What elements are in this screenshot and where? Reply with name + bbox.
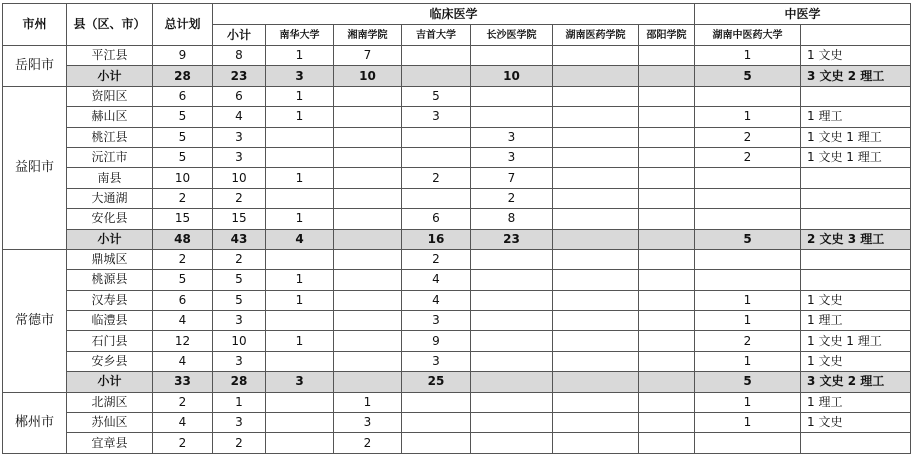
changsha-cell: 7	[471, 168, 553, 188]
total-cell: 2	[153, 188, 213, 208]
table-body	[3, 46, 911, 454]
shaoyang-cell	[639, 66, 695, 86]
total-cell: 33	[153, 372, 213, 392]
tcm-note-cell: 1 文史 1 理工	[801, 147, 911, 167]
hunan-medical-cell	[553, 433, 639, 453]
xiangnan-cell	[334, 127, 402, 147]
jishou-cell	[402, 66, 471, 86]
changsha-cell: 2	[471, 188, 553, 208]
county-cell: 石门县	[67, 331, 153, 351]
county-cell: 苏仙区	[67, 413, 153, 433]
jishou-cell: 3	[402, 351, 471, 371]
header-hunan-tcm: 湖南中医药大学	[695, 25, 801, 46]
tcm-note-cell: 1 文史 1 理工	[801, 127, 911, 147]
table-row	[3, 127, 911, 147]
clinical-subtotal-cell: 3	[213, 147, 266, 167]
shaoyang-cell	[639, 229, 695, 249]
subtotal-row	[3, 229, 911, 249]
clinical-subtotal-cell: 2	[213, 249, 266, 269]
hunan-tcm-cell: 1	[695, 107, 801, 127]
city-cell: 益阳市	[3, 86, 67, 249]
clinical-subtotal-cell: 3	[213, 311, 266, 331]
changsha-cell: 10	[471, 66, 553, 86]
clinical-subtotal-cell: 1	[213, 392, 266, 412]
shaoyang-cell	[639, 127, 695, 147]
changsha-cell	[471, 372, 553, 392]
table-row	[3, 290, 911, 310]
hunan-tcm-cell: 1	[695, 413, 801, 433]
tcm-note-cell: 3 文史 2 理工	[801, 66, 911, 86]
clinical-subtotal-cell: 43	[213, 229, 266, 249]
clinical-subtotal-cell: 4	[213, 107, 266, 127]
shaoyang-cell	[639, 249, 695, 269]
nanhua-cell: 3	[266, 66, 334, 86]
header-hunan-medical: 湖南医药学院	[553, 25, 639, 46]
hunan-medical-cell	[553, 351, 639, 371]
header-city: 市州	[3, 4, 67, 46]
clinical-subtotal-cell: 6	[213, 86, 266, 106]
total-cell: 4	[153, 311, 213, 331]
xiangnan-cell	[334, 86, 402, 106]
total-cell: 6	[153, 86, 213, 106]
hunan-tcm-cell	[695, 270, 801, 290]
tcm-note-cell: 1 文史	[801, 46, 911, 66]
tcm-note-cell	[801, 249, 911, 269]
jishou-cell: 3	[402, 311, 471, 331]
jishou-cell: 3	[402, 107, 471, 127]
changsha-cell	[471, 331, 553, 351]
jishou-cell	[402, 433, 471, 453]
header-jishou: 吉首大学	[402, 25, 471, 46]
nanhua-cell	[266, 413, 334, 433]
xiangnan-cell	[334, 249, 402, 269]
county-cell: 小计	[67, 229, 153, 249]
xiangnan-cell	[334, 168, 402, 188]
total-cell: 15	[153, 209, 213, 229]
tcm-note-cell	[801, 270, 911, 290]
shaoyang-cell	[639, 433, 695, 453]
total-cell: 9	[153, 46, 213, 66]
county-cell: 安化县	[67, 209, 153, 229]
shaoyang-cell	[639, 188, 695, 208]
tcm-note-cell: 1 理工	[801, 311, 911, 331]
total-cell: 5	[153, 107, 213, 127]
county-cell: 宜章县	[67, 433, 153, 453]
jishou-cell: 4	[402, 270, 471, 290]
shaoyang-cell	[639, 209, 695, 229]
total-cell: 4	[153, 413, 213, 433]
xiangnan-cell: 1	[334, 392, 402, 412]
jishou-cell: 4	[402, 290, 471, 310]
xiangnan-cell: 3	[334, 413, 402, 433]
shaoyang-cell	[639, 331, 695, 351]
changsha-cell	[471, 351, 553, 371]
hunan-medical-cell	[553, 86, 639, 106]
xiangnan-cell: 2	[334, 433, 402, 453]
table-row	[3, 188, 911, 208]
hunan-tcm-cell: 1	[695, 351, 801, 371]
county-cell: 沅江市	[67, 147, 153, 167]
header-clinical: 临床医学	[213, 4, 695, 25]
hunan-tcm-cell	[695, 168, 801, 188]
header-clinical-subtotal: 小计	[213, 25, 266, 46]
xiangnan-cell: 10	[334, 66, 402, 86]
changsha-cell	[471, 433, 553, 453]
table-row	[3, 270, 911, 290]
changsha-cell	[471, 46, 553, 66]
county-cell: 小计	[67, 66, 153, 86]
jishou-cell: 2	[402, 249, 471, 269]
hunan-medical-cell	[553, 290, 639, 310]
nanhua-cell: 1	[266, 46, 334, 66]
total-cell: 5	[153, 147, 213, 167]
total-cell: 2	[153, 392, 213, 412]
jishou-cell	[402, 392, 471, 412]
hunan-tcm-cell: 2	[695, 127, 801, 147]
shaoyang-cell	[639, 351, 695, 371]
changsha-cell	[471, 413, 553, 433]
hunan-tcm-cell: 1	[695, 392, 801, 412]
clinical-subtotal-cell: 5	[213, 290, 266, 310]
hunan-tcm-cell: 1	[695, 46, 801, 66]
hunan-medical-cell	[553, 229, 639, 249]
header-tcm-note	[801, 25, 911, 46]
clinical-subtotal-cell: 3	[213, 351, 266, 371]
hunan-tcm-cell: 5	[695, 372, 801, 392]
nanhua-cell: 1	[266, 107, 334, 127]
shaoyang-cell	[639, 46, 695, 66]
county-cell: 平江县	[67, 46, 153, 66]
clinical-subtotal-cell: 2	[213, 188, 266, 208]
subtotal-row	[3, 66, 911, 86]
clinical-subtotal-cell: 23	[213, 66, 266, 86]
county-cell: 大通湖	[67, 188, 153, 208]
county-cell: 桃江县	[67, 127, 153, 147]
shaoyang-cell	[639, 290, 695, 310]
xiangnan-cell	[334, 351, 402, 371]
xiangnan-cell	[334, 290, 402, 310]
tcm-note-cell	[801, 188, 911, 208]
hunan-medical-cell	[553, 127, 639, 147]
nanhua-cell	[266, 249, 334, 269]
xiangnan-cell	[334, 229, 402, 249]
xiangnan-cell	[334, 270, 402, 290]
changsha-cell	[471, 107, 553, 127]
header-xiangnan: 湘南学院	[334, 25, 402, 46]
jishou-cell: 16	[402, 229, 471, 249]
hunan-tcm-cell: 1	[695, 311, 801, 331]
hunan-medical-cell	[553, 392, 639, 412]
county-cell: 资阳区	[67, 86, 153, 106]
xiangnan-cell	[334, 311, 402, 331]
hunan-tcm-cell: 2	[695, 331, 801, 351]
hunan-medical-cell	[553, 372, 639, 392]
county-cell: 小计	[67, 372, 153, 392]
table-row	[3, 392, 911, 412]
tcm-note-cell	[801, 209, 911, 229]
hunan-medical-cell	[553, 249, 639, 269]
hunan-medical-cell	[553, 209, 639, 229]
changsha-cell: 3	[471, 127, 553, 147]
jishou-cell: 2	[402, 168, 471, 188]
jishou-cell: 6	[402, 209, 471, 229]
county-cell: 鼎城区	[67, 249, 153, 269]
tcm-note-cell: 1 文史	[801, 413, 911, 433]
table-row	[3, 209, 911, 229]
tcm-note-cell	[801, 433, 911, 453]
tcm-note-cell	[801, 168, 911, 188]
shaoyang-cell	[639, 311, 695, 331]
hunan-medical-cell	[553, 66, 639, 86]
county-cell: 安乡县	[67, 351, 153, 371]
shaoyang-cell	[639, 107, 695, 127]
tcm-note-cell: 1 文史	[801, 290, 911, 310]
hunan-tcm-cell: 2	[695, 147, 801, 167]
total-cell: 48	[153, 229, 213, 249]
xiangnan-cell: 7	[334, 46, 402, 66]
nanhua-cell: 1	[266, 331, 334, 351]
header-tcm: 中医学	[695, 4, 911, 25]
total-cell: 5	[153, 127, 213, 147]
total-cell: 12	[153, 331, 213, 351]
shaoyang-cell	[639, 168, 695, 188]
shaoyang-cell	[639, 147, 695, 167]
nanhua-cell: 3	[266, 372, 334, 392]
clinical-subtotal-cell: 8	[213, 46, 266, 66]
hunan-medical-cell	[553, 311, 639, 331]
hunan-tcm-cell	[695, 249, 801, 269]
table-row	[3, 147, 911, 167]
nanhua-cell	[266, 188, 334, 208]
changsha-cell	[471, 290, 553, 310]
total-cell: 2	[153, 433, 213, 453]
nanhua-cell	[266, 127, 334, 147]
nanhua-cell	[266, 392, 334, 412]
clinical-subtotal-cell: 15	[213, 209, 266, 229]
county-cell: 桃源县	[67, 270, 153, 290]
xiangnan-cell	[334, 147, 402, 167]
nanhua-cell	[266, 351, 334, 371]
total-cell: 2	[153, 249, 213, 269]
header-total: 总计划	[153, 4, 213, 46]
county-cell: 临澧县	[67, 311, 153, 331]
enrollment-plan-table	[2, 3, 911, 454]
shaoyang-cell	[639, 86, 695, 106]
total-cell: 28	[153, 66, 213, 86]
county-cell: 南县	[67, 168, 153, 188]
nanhua-cell: 1	[266, 209, 334, 229]
header-nanhua: 南华大学	[266, 25, 334, 46]
city-cell: 郴州市	[3, 392, 67, 453]
changsha-cell	[471, 249, 553, 269]
clinical-subtotal-cell: 5	[213, 270, 266, 290]
table-row	[3, 168, 911, 188]
jishou-cell	[402, 127, 471, 147]
hunan-tcm-cell	[695, 209, 801, 229]
hunan-tcm-cell	[695, 433, 801, 453]
county-cell: 赫山区	[67, 107, 153, 127]
jishou-cell: 9	[402, 331, 471, 351]
xiangnan-cell	[334, 372, 402, 392]
clinical-subtotal-cell: 3	[213, 127, 266, 147]
hunan-tcm-cell: 5	[695, 66, 801, 86]
total-cell: 10	[153, 168, 213, 188]
xiangnan-cell	[334, 107, 402, 127]
tcm-note-cell	[801, 86, 911, 106]
table-row	[3, 249, 911, 269]
hunan-medical-cell	[553, 107, 639, 127]
hunan-tcm-cell	[695, 86, 801, 106]
hunan-medical-cell	[553, 147, 639, 167]
tcm-note-cell: 1 理工	[801, 107, 911, 127]
table-row	[3, 86, 911, 106]
table-row	[3, 46, 911, 66]
tcm-note-cell: 1 文史	[801, 351, 911, 371]
tcm-note-cell: 1 理工	[801, 392, 911, 412]
changsha-cell	[471, 392, 553, 412]
changsha-cell	[471, 86, 553, 106]
shaoyang-cell	[639, 413, 695, 433]
nanhua-cell	[266, 311, 334, 331]
xiangnan-cell	[334, 188, 402, 208]
hunan-medical-cell	[553, 413, 639, 433]
city-cell: 常德市	[3, 249, 67, 392]
hunan-tcm-cell	[695, 188, 801, 208]
changsha-cell: 3	[471, 147, 553, 167]
changsha-cell	[471, 311, 553, 331]
nanhua-cell: 1	[266, 86, 334, 106]
hunan-tcm-cell: 1	[695, 290, 801, 310]
hunan-tcm-cell: 5	[695, 229, 801, 249]
clinical-subtotal-cell: 28	[213, 372, 266, 392]
clinical-subtotal-cell: 3	[213, 413, 266, 433]
table-row	[3, 351, 911, 371]
nanhua-cell: 1	[266, 168, 334, 188]
header-changsha: 长沙医学院	[471, 25, 553, 46]
county-cell: 汉寿县	[67, 290, 153, 310]
clinical-subtotal-cell: 2	[213, 433, 266, 453]
hunan-medical-cell	[553, 46, 639, 66]
shaoyang-cell	[639, 392, 695, 412]
jishou-cell: 25	[402, 372, 471, 392]
hunan-medical-cell	[553, 188, 639, 208]
table-row	[3, 433, 911, 453]
table-row	[3, 311, 911, 331]
changsha-cell: 8	[471, 209, 553, 229]
tcm-note-cell: 2 文史 3 理工	[801, 229, 911, 249]
jishou-cell	[402, 46, 471, 66]
jishou-cell	[402, 413, 471, 433]
table-row	[3, 107, 911, 127]
changsha-cell: 23	[471, 229, 553, 249]
total-cell: 4	[153, 351, 213, 371]
nanhua-cell	[266, 433, 334, 453]
table-row	[3, 331, 911, 351]
table-row	[3, 413, 911, 433]
hunan-medical-cell	[553, 270, 639, 290]
city-cell: 岳阳市	[3, 46, 67, 87]
shaoyang-cell	[639, 270, 695, 290]
hunan-medical-cell	[553, 168, 639, 188]
county-cell: 北湖区	[67, 392, 153, 412]
nanhua-cell	[266, 147, 334, 167]
xiangnan-cell	[334, 331, 402, 351]
nanhua-cell: 1	[266, 270, 334, 290]
total-cell: 6	[153, 290, 213, 310]
shaoyang-cell	[639, 372, 695, 392]
nanhua-cell: 4	[266, 229, 334, 249]
header-county: 县（区、市）	[67, 4, 153, 46]
hunan-medical-cell	[553, 331, 639, 351]
jishou-cell	[402, 147, 471, 167]
clinical-subtotal-cell: 10	[213, 168, 266, 188]
jishou-cell: 5	[402, 86, 471, 106]
xiangnan-cell	[334, 209, 402, 229]
changsha-cell	[471, 270, 553, 290]
nanhua-cell: 1	[266, 290, 334, 310]
subtotal-row	[3, 372, 911, 392]
header-shaoyang: 邵阳学院	[639, 25, 695, 46]
clinical-subtotal-cell: 10	[213, 331, 266, 351]
total-cell: 5	[153, 270, 213, 290]
jishou-cell	[402, 188, 471, 208]
tcm-note-cell: 1 文史 1 理工	[801, 331, 911, 351]
tcm-note-cell: 3 文史 2 理工	[801, 372, 911, 392]
